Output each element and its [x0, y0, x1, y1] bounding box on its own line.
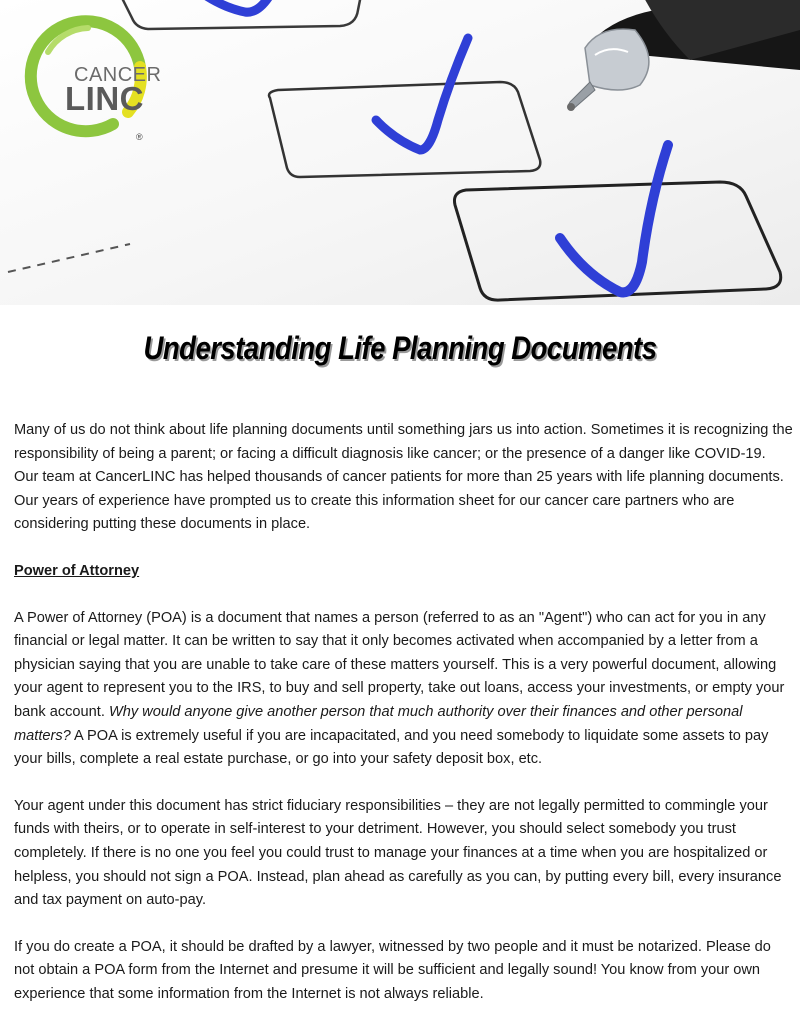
poa-p1-start: A Power of Attorney (POA) is a document that names a person (referred to as an "Agent") who can act for you in any financial or legal matter. It can be written to say that it only becomes activated when accompanied by a letter from a physician saying that you are unable to take care of these matters yourself. This is a very powerful document, allowing your agent to represent you to the IRS, to buy and sell property, take out loans, access your investments, or empty your bank account.	[14, 609, 785, 720]
poa-paragraph-3: If you do create a POA, it should be drafted by a lawyer, witnessed by two people and it must be notarized. Please do not obtain a POA form from the Internet and presume it will be sufficient and legally sound! You know from your own experience that some information from the Internet is not always reliable.	[14, 938, 771, 1002]
logo-text-cancer: CANCER	[74, 64, 162, 86]
poa-p1-end: A POA is extremely useful if you are incapacitated, and you need somebody to liquidate some assets to pay your bills, complete a real estate purchase, or go into your safety deposit box, etc.	[14, 727, 769, 768]
checkbox-middle	[269, 38, 540, 177]
poa-paragraph-1	[14, 607, 794, 772]
logo-text-linc: LINC	[65, 80, 144, 117]
poa-p1-question: Why would anyone give another person that much authority over their finances and other personal matters?	[14, 703, 743, 744]
hero-image	[0, 0, 800, 305]
cancerlinc-logo	[18, 12, 162, 142]
checkbox-bottom	[454, 145, 780, 300]
section-heading-power-of-attorney: Power of Attorney	[14, 562, 140, 579]
pen-icon	[567, 0, 800, 111]
poa-paragraph-2: Your agent under this document has strict fiduciary responsibilities – they are not legally permitted to commingle your funds with theirs, or to operate in self-interest to your detriment. However, you should select somebody you trust completely. If there is no one you feel you could trust to manage your finances at a time when you are hospitalized or helpless, you should not sign a POA. Instead, plan ahead as carefully as you can, by putting every bill, every insurance and tax payment on auto-pay.	[14, 797, 782, 909]
intro-paragraph: Many of us do not think about life planning documents until something jars us into action. Sometimes it is recognizing the responsibility of being a parent; or facing a difficult diagnosis like cancer; or the presence of a danger like COVID-19. Our team at CancerLINC has helped thousands of cancer patients for more than 25 years with life planning documents. Our years of experience have prompted us to create this information sheet for our cancer care partners who are considering putting these documents in place.	[14, 422, 793, 533]
logo-registered-mark: ®	[136, 132, 143, 142]
document-body	[14, 419, 794, 1029]
dashed-line	[8, 244, 130, 272]
document-title: Understanding Life Planning Documents	[143, 330, 657, 366]
